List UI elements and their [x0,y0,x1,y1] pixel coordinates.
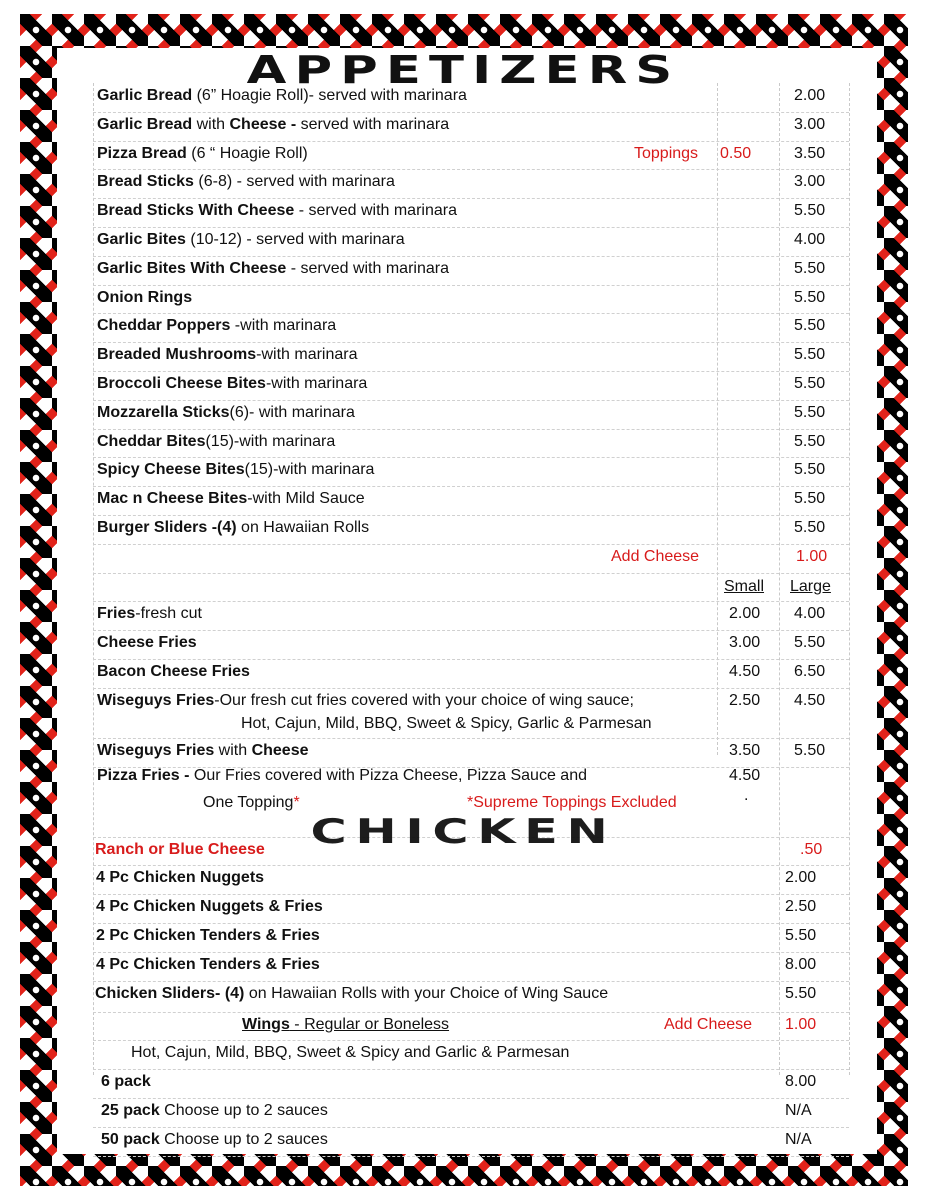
item-name: 25 pack [101,1102,160,1119]
item-text [97,461,374,479]
exclusion-text: *Supreme Toppings Excluded [467,793,677,811]
item-text [101,1102,328,1120]
appetizer-row [93,83,849,113]
item-desc: (6” Hoagie Roll)- served with marinara [192,87,467,104]
large-price [794,605,825,623]
asterisk: * [293,793,300,811]
item-price [794,116,825,134]
item-name: Mozzarella Sticks [97,403,230,421]
small-value: 2.00 [729,605,761,623]
item-price [794,87,825,105]
dot-text: . [744,786,749,804]
item-desc: Our Fries covered with Pizza Cheese, Pizza Sauce and [193,766,587,784]
item-price [794,346,825,364]
item-price [785,927,816,945]
large-price [794,634,825,652]
item-name: 4 Pc Chicken Nuggets & Fries [96,898,323,916]
large-price [794,663,825,681]
item-name: Garlic Bread [97,115,193,133]
item-name: Cheddar Poppers [97,317,231,335]
add-cheese-price-value: 1.00 [785,1015,817,1033]
item-desc: (10-12) - served with marinara [185,231,405,248]
item-price [785,1131,812,1149]
appetizer-row [93,457,849,487]
large-value: 4.00 [794,605,826,623]
item-price [794,317,825,335]
price-value: N/A [785,1102,812,1119]
small-price [729,742,760,760]
price-value: 4.00 [794,231,826,248]
large-price [794,692,825,710]
wing-pack-row [93,1069,849,1099]
item-name: Pizza Bread [97,144,187,162]
large-label: Large [790,577,831,595]
appetizer-row [93,342,849,372]
appetizer-row [93,141,849,171]
appetizer-row [93,486,849,516]
small-value: 3.00 [729,634,761,652]
item-text [97,202,457,220]
item-name: 4 Pc Chicken Nuggets [96,869,265,887]
price-value: 2.50 [785,898,817,916]
item-text [97,87,467,105]
item-desc-line-2 [241,715,652,733]
item-price [785,898,816,916]
small-value: 3.50 [729,741,761,759]
item-name: 2 Pc Chicken Tenders & Fries [96,927,320,944]
item-name: Wiseguys Fries [97,691,215,709]
item-text [97,519,369,537]
wing-pack-row [93,1098,849,1128]
item-name: 6 pack [101,1073,151,1091]
price-value: 5.50 [794,375,826,392]
item-name: Breaded Mushrooms [97,346,257,364]
price-value: 5.50 [785,927,817,944]
toppings-label: Toppings [634,144,699,162]
chicken-row [93,923,849,953]
item-name-2: Cheese [251,741,309,759]
item-desc: -with Mild Sauce [247,490,365,508]
item-text [97,605,202,623]
item-name: Pizza Fries - [97,766,194,784]
small-label: Small [724,577,765,595]
item-name: Onion Rings [97,288,193,306]
add-cheese-price-value: 1.00 [796,547,828,565]
wing-sauce-row [93,1040,849,1070]
appetizer-row [93,198,849,228]
fries-row [93,659,849,689]
item-desc: on Hawaiian Rolls [236,519,370,536]
price-value: 5.50 [785,984,817,1002]
item-price [794,490,825,508]
item-desc: Choose up to 2 sauces [159,1130,328,1148]
appetizers-heading: APPETIZERS [246,48,681,92]
item-price [794,145,825,163]
item-text [96,869,264,887]
item-text [97,404,355,422]
item-desc-line-2 [203,794,300,812]
price-value: 3.50 [794,144,826,162]
item-text [101,1131,328,1149]
item-price [785,956,816,974]
fries-row [93,601,849,631]
item-text [97,317,336,335]
item-desc: -with marinara [265,375,368,392]
item-text [97,490,365,508]
item-mid: with [214,741,252,759]
item-name: Chicken Sliders- (4) [95,984,245,1002]
sauce-list: Hot, Cajun, Mild, BBQ, Sweet & Spicy, Garlic & Parmesan [241,714,652,732]
item-text [97,634,197,652]
item-text [96,927,320,945]
item-name: Bread Sticks [97,173,194,191]
item-name: Cheese Fries [97,634,197,652]
item-desc: on Hawaiian Rolls with your Choice of Wing Sauce [244,984,609,1002]
appetizer-row [93,227,849,257]
fries-row [93,688,849,739]
item-desc: -fresh cut [135,605,202,623]
item-name: Broccoli Cheese Bites [97,375,266,392]
small-value: 2.50 [729,691,761,709]
item-text [101,1073,151,1091]
dot [744,787,748,805]
appetizer-row [93,371,849,401]
item-text [97,692,634,710]
wing-sauces [131,1044,569,1062]
item-name: Spicy Cheese Bites [97,461,245,479]
item-text [97,116,449,134]
item-price [794,202,825,220]
item-text [97,346,358,364]
wings-row [93,1012,849,1042]
price-value: 3.00 [794,173,826,191]
item-text [96,898,323,916]
appetizer-row [93,112,849,142]
item-name: 4 Pc Chicken Tenders & Fries [96,955,320,973]
item-price [785,1102,812,1120]
item-name: Wiseguys Fries [97,741,215,759]
item-price [785,869,816,887]
price-value: 3.00 [794,115,826,133]
item-price [794,173,825,191]
item-text [97,289,192,307]
small-header [724,578,764,596]
fries-row [93,630,849,660]
sauce-list: Hot, Cajun, Mild, BBQ, Sweet & Spicy and Garlic & Parmesan [131,1044,570,1062]
appetizer-row [93,515,849,545]
chicken-row [93,865,849,895]
add-cheese-text: Add Cheese [664,1015,753,1033]
appetizer-row [93,256,849,286]
small-value: 4.50 [729,663,761,680]
small-price [729,605,760,623]
price-value: 2.00 [785,869,817,887]
price-value: 8.00 [785,955,817,973]
wing-pack-row [93,1127,849,1157]
price-value: 5.50 [794,461,826,479]
appetizer-row [93,169,849,199]
item-name: Fries [97,605,136,623]
price-value: 5.50 [794,346,826,364]
item-price [794,404,825,422]
item-name: Mac n Cheese Bites [97,490,248,508]
item-desc: (15)-with marinara [205,432,336,450]
item-text [97,742,309,760]
item-price [794,231,825,249]
large-value: 4.50 [794,691,826,709]
item-price [785,1073,816,1091]
small-price [729,634,760,652]
item-name: Bread Sticks With Cheese [97,202,295,220]
item-price [794,375,825,393]
toppings-price-value: 0.50 [720,144,752,162]
wings-title [242,1016,449,1034]
fries-row [93,738,849,768]
item-price [794,519,825,537]
column-divider [849,83,850,1075]
large-header [790,578,831,596]
item-name: Garlic Bread [97,87,193,104]
item-desc: - served with marinara [286,259,449,277]
item-name: Burger Sliders -(4) [97,519,237,536]
item-price [794,433,825,451]
item-text [97,433,335,451]
item-text [95,985,608,1003]
large-value: 5.50 [794,634,826,652]
item-desc: Choose up to 2 sauces [159,1102,328,1119]
wings-name: Wings [242,1015,290,1033]
small-value: 4.50 [729,766,761,784]
exclusion-note [467,794,677,812]
price-value: 5.50 [794,317,826,335]
item-text [97,173,395,191]
item-text [97,260,449,278]
wings-add-cheese [664,1016,752,1034]
item-text [97,145,308,163]
item-text [96,956,320,974]
item-price [794,289,825,307]
chicken-heading: CHICKEN [310,812,617,852]
price-value: 8.00 [785,1073,817,1091]
large-value: 5.50 [794,741,826,759]
item-desc: (6-8) - served with marinara [193,173,395,191]
item-name: Bacon Cheese Fries [97,663,250,680]
toppings-note [634,145,698,163]
large-price [794,742,825,760]
price-value: 5.50 [794,490,826,508]
large-value: 6.50 [794,663,826,680]
appetizer-row [93,285,849,315]
appetizer-row [93,400,849,430]
price-value: 2.00 [794,87,826,104]
price-value: 5.50 [794,519,826,536]
item-text [97,663,250,681]
price-value: N/A [785,1130,812,1148]
item-desc: served with marinara [300,115,450,133]
price-value: 5.50 [794,259,826,277]
chicken-row [93,981,849,1013]
one-topping: One Topping [203,793,294,811]
item-desc: (6)- with marinara [229,403,355,421]
add-cheese-text: Add Cheese [611,547,700,565]
chicken-row [93,894,849,924]
appetizer-row [93,313,849,343]
toppings-price [720,145,751,163]
fries-header-row [93,573,849,603]
small-price [729,767,760,785]
item-price [785,985,816,1003]
item-price [794,260,825,278]
item-desc: (15)-with marinara [244,461,375,479]
small-price [729,692,760,710]
item-desc: -with marinara [256,346,358,364]
price-value: 5.50 [794,288,826,306]
item-name: Garlic Bites With Cheese [97,259,287,277]
appetizer-row [93,429,849,459]
item-price [794,461,825,479]
item-desc: - served with marinara [294,202,457,220]
wings-sub: - Regular or Boneless [289,1015,450,1033]
item-name: 50 pack [101,1130,160,1148]
wings-add-price [785,1016,816,1034]
dip-price-value: .50 [800,840,823,858]
item-desc: -with marinara [230,317,337,335]
add-cheese-label [611,548,699,566]
item-name-2: Cheese - [229,115,301,133]
chicken-row [93,952,849,982]
item-text [97,767,587,785]
item-desc: -Our fresh cut fries covered with your choice of wing sauce; [214,691,634,709]
item-text [97,231,405,249]
small-price [729,663,760,681]
item-text [97,375,367,393]
item-name: Cheddar Bites [97,432,206,450]
price-value: 5.50 [794,432,826,450]
add-cheese-price [796,548,827,566]
price-value: 5.50 [794,202,826,220]
item-desc: (6 “ Hoagie Roll) [186,144,308,162]
item-name: Garlic Bites [97,231,186,248]
dip-text: Ranch or Blue Cheese [95,840,265,858]
price-value: 5.50 [794,403,826,421]
item-mid: with [192,115,230,133]
add-cheese-row [93,544,849,574]
